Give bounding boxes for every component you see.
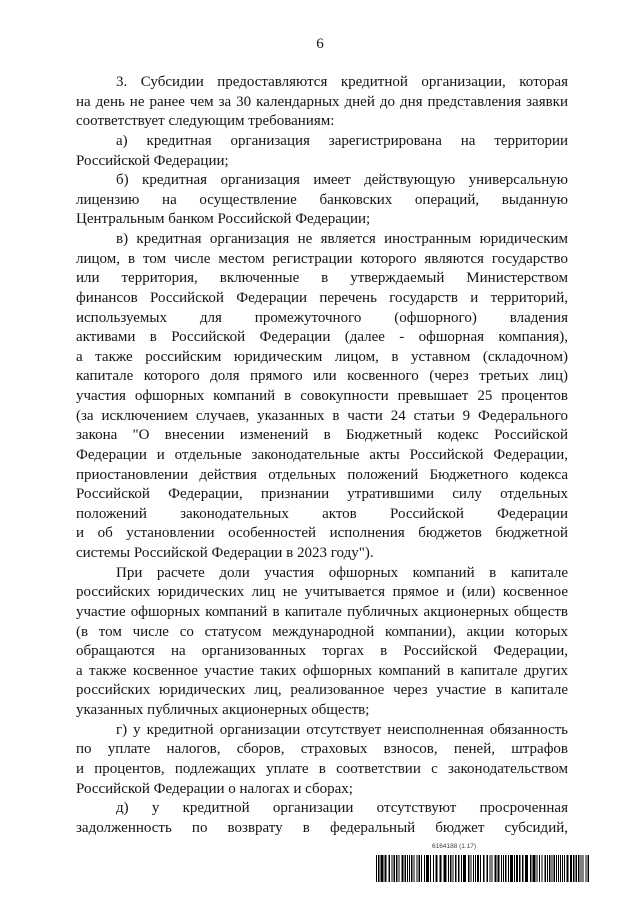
paragraph	[76, 564, 568, 721]
barcode-bar	[498, 855, 500, 882]
text-line: используемых для промежуточного (офшорного) владения	[76, 309, 568, 326]
barcode-bar	[501, 855, 502, 882]
text-line: а также косвенное участие таких офшорных компаний в капитале других	[76, 662, 568, 679]
barcode-bar	[394, 855, 396, 882]
text-line: капитале которого доля прямого или косвенного (через третьих лиц)	[76, 368, 568, 385]
text-line: Центральным банком Российской Федерации;	[76, 211, 371, 228]
text-line: д) у кредитной организации отсутствуют просроченная	[116, 800, 568, 817]
barcode-bar	[436, 855, 438, 882]
barcode-bar	[448, 855, 449, 882]
text-line: закона "О внесении изменений в Бюджетный кодекс Российской	[76, 427, 568, 444]
barcode-bar	[424, 855, 425, 882]
barcode-bar	[533, 855, 536, 882]
text-line: указанных публичных акционерных обществ;	[76, 702, 370, 718]
barcode-bar	[549, 855, 551, 882]
barcode-bar	[402, 855, 404, 882]
barcode-bar	[480, 855, 481, 882]
barcode-bar	[556, 855, 557, 882]
barcode-bar	[539, 855, 540, 882]
text-line: и процентов, подлежащих уплате в соответствии с законодательством	[76, 760, 568, 777]
barcode-bar	[385, 855, 387, 882]
text-line: г) у кредитной организации отсутствует неисполненная обязанность	[116, 721, 568, 738]
barcode-bar	[419, 855, 421, 882]
barcode-bar	[421, 855, 422, 882]
barcode-bar	[514, 855, 515, 882]
barcode-bar	[475, 855, 476, 882]
barcode-bar	[409, 855, 410, 882]
barcode-bar	[564, 855, 565, 882]
text-line: Российской Федерации, признании утратившими силу отдельных	[76, 486, 568, 503]
barcode-bar	[542, 855, 543, 882]
barcode-bar	[519, 855, 521, 882]
text-line: по уплате налогов, сборов, страховых взносов, пеней, штрафов	[76, 741, 568, 758]
barcode-bar	[581, 855, 582, 882]
barcode-bar	[567, 855, 569, 882]
text-line: положений законодательных актов Российской Федерации	[76, 505, 568, 522]
barcode-bar	[483, 855, 485, 882]
paragraph	[76, 230, 568, 564]
text-line: российских юридических лиц не учитывается прямое и (или) косвенное	[76, 584, 568, 601]
barcode-bar	[430, 855, 431, 882]
text-line: российских юридических лиц, реализованное через участие в капитале	[76, 682, 568, 699]
barcode-bar	[516, 855, 518, 882]
barcode-bar	[458, 855, 460, 882]
barcode-bar	[570, 855, 572, 882]
barcode-bar	[492, 855, 493, 882]
barcode-bar	[573, 855, 575, 882]
barcode-bar	[558, 855, 559, 882]
barcode-bar	[560, 855, 561, 882]
barcode-bar	[583, 855, 584, 882]
barcode-bar	[537, 855, 538, 882]
barcode-bar	[562, 855, 563, 882]
barcode-bar	[508, 855, 509, 882]
barcode-bar	[487, 855, 489, 882]
barcode-bar	[468, 855, 470, 882]
barcode-bar	[392, 855, 393, 882]
barcode-bar	[554, 855, 556, 882]
barcode-bar	[530, 855, 532, 882]
barcode-bar	[510, 855, 513, 882]
text-line: Российской Федерации о налогах и сборах;	[76, 780, 353, 797]
text-line: участие офшорных компаний в капитале публичных акционерных обществ	[76, 603, 568, 620]
barcode-bar	[473, 855, 474, 882]
text-line: лицензию на осуществление банковских операций, выданную	[76, 191, 568, 208]
barcode-bar	[547, 855, 548, 882]
barcode-bar	[426, 855, 429, 882]
barcode-bar	[503, 855, 504, 882]
text-line: и об установлении особенностей исполнения бюджетов бюджетной	[76, 525, 568, 542]
barcode-bar	[578, 855, 580, 882]
text-line: а также российским юридическим лицом, в уставном (складочном)	[76, 348, 568, 365]
barcode-bar	[505, 855, 507, 882]
text-line: финансов Российской Федерации перечень государств и территорий,	[76, 289, 568, 306]
text-line: задолженность по возврату в федеральный бюджет субсидий,	[76, 819, 568, 836]
barcode-bar	[522, 855, 524, 882]
paragraph	[76, 132, 568, 171]
barcode-bar	[378, 855, 380, 882]
document-body	[76, 73, 568, 838]
text-line: соответствует следующим требованиям:	[76, 113, 335, 130]
barcode-bar	[461, 855, 462, 882]
text-line: на день не ранее чем за 30 календарных дней до дня представления заявки	[76, 93, 568, 110]
document-code: 6164188 (1.17)	[432, 843, 477, 850]
barcode-bar	[396, 855, 398, 882]
barcode-bar	[455, 855, 457, 882]
barcode-bar	[433, 855, 434, 882]
barcode-bar	[586, 855, 587, 882]
barcode-bar	[576, 855, 578, 882]
paragraph	[76, 799, 568, 838]
barcode-bar	[495, 855, 497, 882]
text-line: или территория, включенные в утверждаемый Министерством	[76, 270, 568, 287]
barcode-bar	[407, 855, 408, 882]
barcode-bar	[381, 855, 384, 882]
text-line: участия офшорных компаний в совокупности превышает 25 процентов	[76, 388, 568, 404]
text-line: в) кредитная организация не является иностранным юридическим	[116, 231, 568, 247]
barcode-bar	[463, 855, 466, 882]
text-line: б) кредитная организация имеет действующую универсальную	[116, 172, 568, 189]
paragraph	[76, 721, 568, 800]
barcode-bar	[477, 855, 479, 882]
barcode-bar	[417, 855, 418, 882]
barcode-bar	[545, 855, 547, 882]
barcode-bar	[450, 855, 452, 882]
text-line: системы Российской Федерации в 2023 году").	[76, 545, 374, 561]
text-line: (за исключением случаев, указанных в части 24 статьи 9 Федерального	[76, 407, 568, 424]
paragraph	[76, 73, 568, 132]
barcode	[376, 855, 590, 882]
barcode-bar	[389, 855, 391, 882]
paragraph	[76, 171, 568, 230]
text-line: активами в Российской Федерации (далее - офшорная компания),	[76, 329, 568, 346]
barcode-bar	[525, 855, 528, 882]
page-number: 6	[316, 36, 324, 52]
barcode-bar	[399, 855, 400, 882]
barcode-bar	[414, 855, 415, 882]
barcode-bar	[490, 855, 491, 882]
text-line: При расчете доли участия офшорных компаний в капитале	[116, 564, 568, 581]
barcode-bar	[376, 855, 377, 882]
barcode-bar	[552, 855, 553, 882]
text-line: лицом, в том числе местом регистрации которого являются государство	[76, 250, 568, 267]
text-line: 3. Субсидии предоставляются кредитной организации, которая	[116, 74, 568, 90]
barcode-bar	[471, 855, 472, 882]
barcode-bar	[440, 855, 442, 882]
text-line: а) кредитная организация зарегистрирована на территории	[116, 132, 568, 149]
text-line: обращаются на организованных торгах в Российской Федерации,	[76, 643, 568, 660]
text-line: (в том числе со статусом международной компании), акции которых	[76, 623, 568, 640]
text-line: Российской Федерации;	[76, 152, 229, 169]
barcode-bar	[444, 855, 447, 882]
barcode-bar	[411, 855, 413, 882]
text-line: приостановлении действия отдельных положений Бюджетного кодекса	[76, 466, 568, 483]
text-line: Федерации и отдельные законодательные акты Российской Федерации,	[76, 446, 568, 463]
barcode-bar	[453, 855, 454, 882]
barcode-bar	[405, 855, 407, 882]
barcode-bar	[588, 855, 590, 882]
